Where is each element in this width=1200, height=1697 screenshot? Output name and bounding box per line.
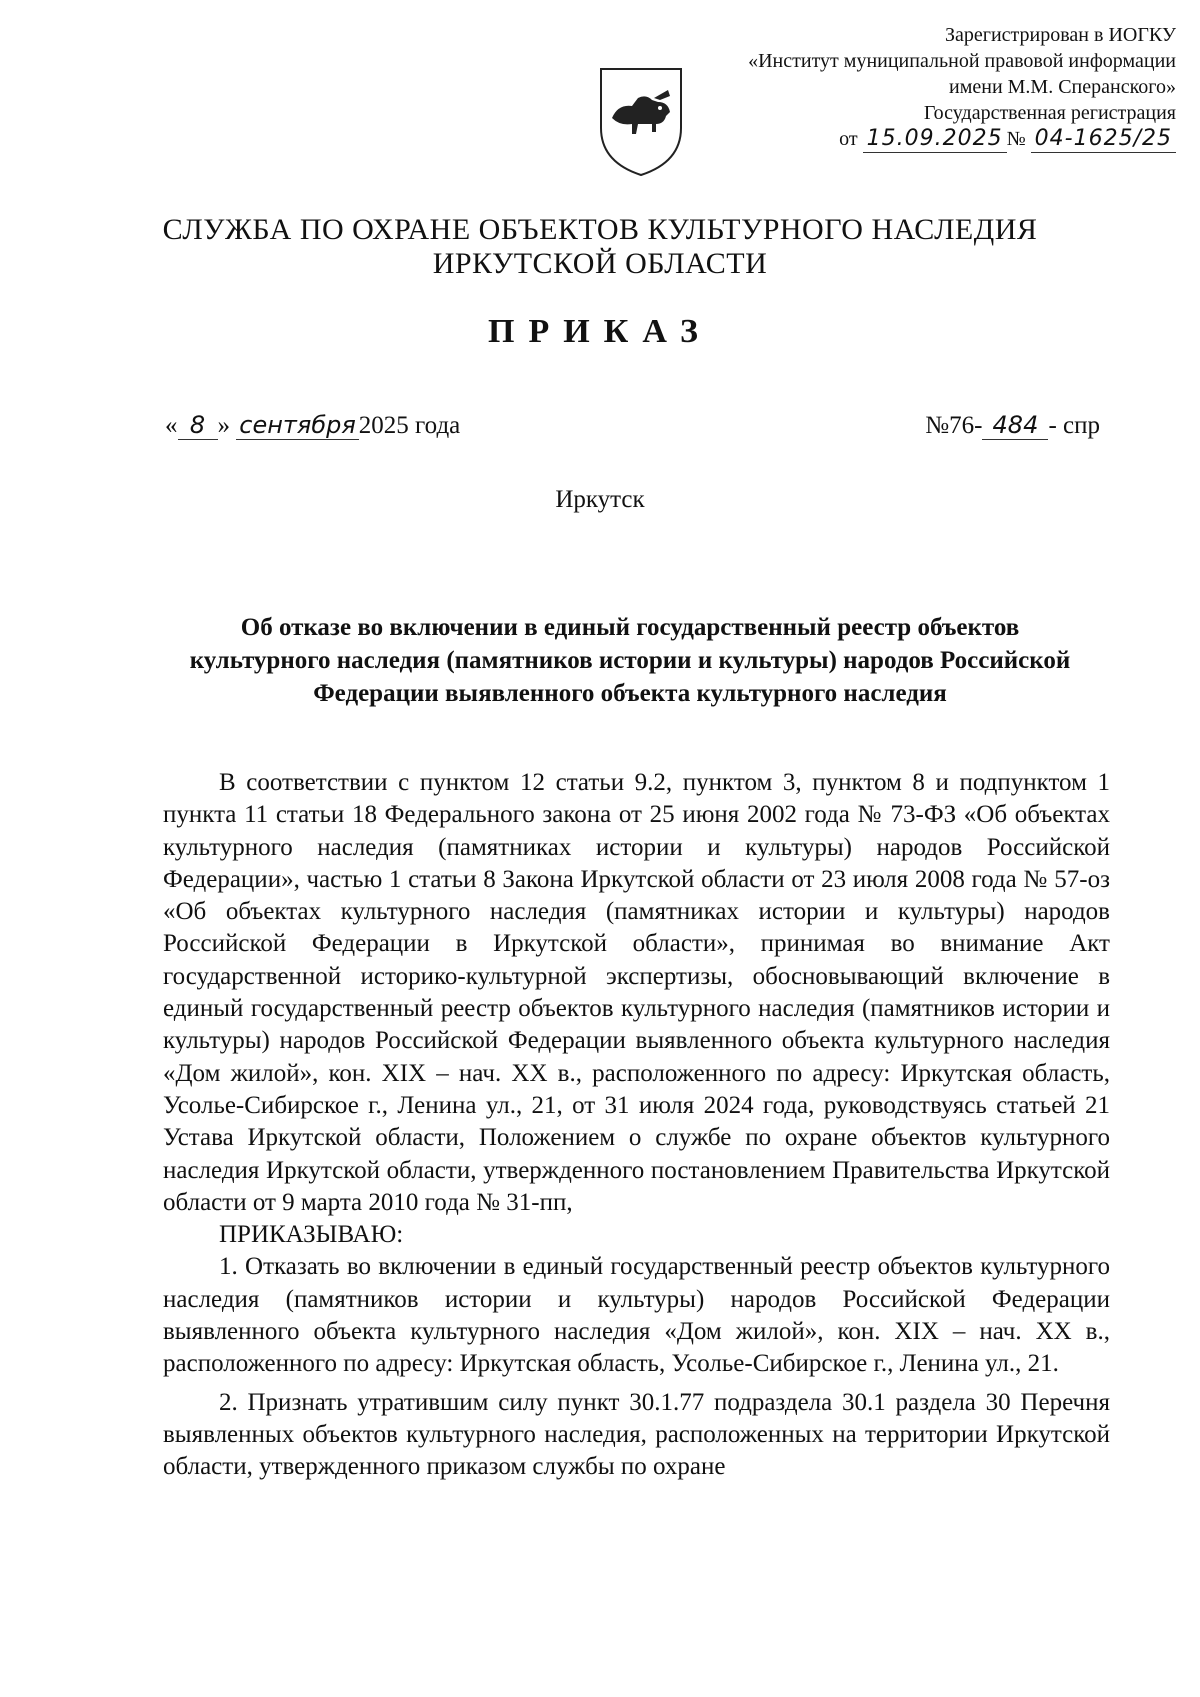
document-type: ПРИКАЗ — [488, 313, 712, 350]
irkutsk-coat-of-arms-icon — [598, 66, 684, 178]
preamble-paragraph: В соответствии с пунктом 12 статьи 9.2, пунктом 3, пунктом 8 и подпунктом 1 пункта 11 статьи 18 Федерального закона от 25 июня 2002 года № 73-ФЗ «Об объектах культурного наследия (памятниках истории и культуры) народов Российской Федерации», частью 1 статьи 8 Закона Иркутской области от 23 июля 2008 года № 57-оз «Об объектах культурного наследия (памятниках истории и культуры) народов Российской Федерации в Иркутской области», принимая во внимание Акт государственной историко-культурной экспертизы, обосновывающий включение в единый государственный реестр объектов культурного наследия (памятников истории и культуры) народов Российской Федерации выявленного объекта культурного наследия «Дом жилой», кон. XIX – нач. XX в., расположенного по адресу: Иркутская область, Усолье-Сибирское г., Ленина ул., 21, от 31 июля 2024 года, руководствуясь статьей 21 Устава Иркутской области, Положением о службе по охране объектов культурного наследия Иркутской области, утвержденного постановлением Правительства Иркутской области от 9 марта 2010 года № 31-пп, — [163, 769, 1110, 1216]
registration-from-label: от — [839, 128, 858, 150]
order-date-number-row — [165, 411, 1100, 451]
order-number-suffix: - спр — [1048, 412, 1100, 439]
registration-number: 04-1625/25 — [1031, 126, 1176, 153]
city: Иркутск — [555, 486, 645, 513]
order-number-prefix: №76- — [925, 412, 983, 439]
order-item-1: 1. Отказать во включении в единый государственный реестр объектов культурного наследия (памятников истории и культуры) народов Российской Федерации выявленного объекта культурного наследия «Дом жилой», кон. XIX – нач. XX в., расположенного по адресу: Иркутская область, Усолье-Сибирское г., Ленина ул., 21. — [163, 1253, 1110, 1378]
agency-name — [0, 213, 1200, 281]
order-number — [925, 411, 1100, 440]
order-month: сентября — [236, 411, 359, 440]
order-body — [163, 767, 1110, 1484]
registration-line-4: Государственная регистрация — [923, 102, 1176, 124]
agency-line-1: СЛУЖБА ПО ОХРАНЕ ОБЪЕКТОВ КУЛЬТУРНОГО НАСЛЕДИЯ — [162, 213, 1038, 246]
order-day: 8 — [178, 411, 218, 440]
order-year: 2025 года — [358, 412, 461, 439]
registration-date: 15.09.2025 — [863, 126, 1007, 153]
registration-line-5 — [656, 126, 1176, 153]
order-number-hand: 484 — [982, 411, 1048, 440]
registration-line-1: Зарегистрирован в ИОГКУ — [945, 24, 1176, 46]
registration-number-label: № — [1006, 128, 1026, 150]
quote-open: « — [165, 412, 178, 439]
command-word: ПРИКАЗЫВАЮ: — [219, 1221, 404, 1249]
registration-line-2: «Институт муниципальной правовой информации — [748, 50, 1176, 72]
registration-line-3: имени М.М. Сперанского» — [949, 76, 1176, 98]
order-subject: Об отказе во включении в единый государственный реестр объектов культурного наследия (памятников истории и культуры) народов Российской Федерации выявленного объекта культурного наследия — [189, 614, 1071, 707]
registration-stamp — [656, 22, 1176, 153]
order-item-2: 2. Признать утратившим силу пункт 30.1.77 подраздела 30.1 раздела 30 Перечня выявленных объектов культурного наследия, расположенных на территории Иркутской области, утвержденного приказом службы по охране — [163, 1388, 1110, 1481]
order-date — [165, 411, 460, 440]
quote-close: » — [217, 412, 230, 439]
agency-line-2: ИРКУТСКОЙ ОБЛАСТИ — [432, 247, 768, 280]
